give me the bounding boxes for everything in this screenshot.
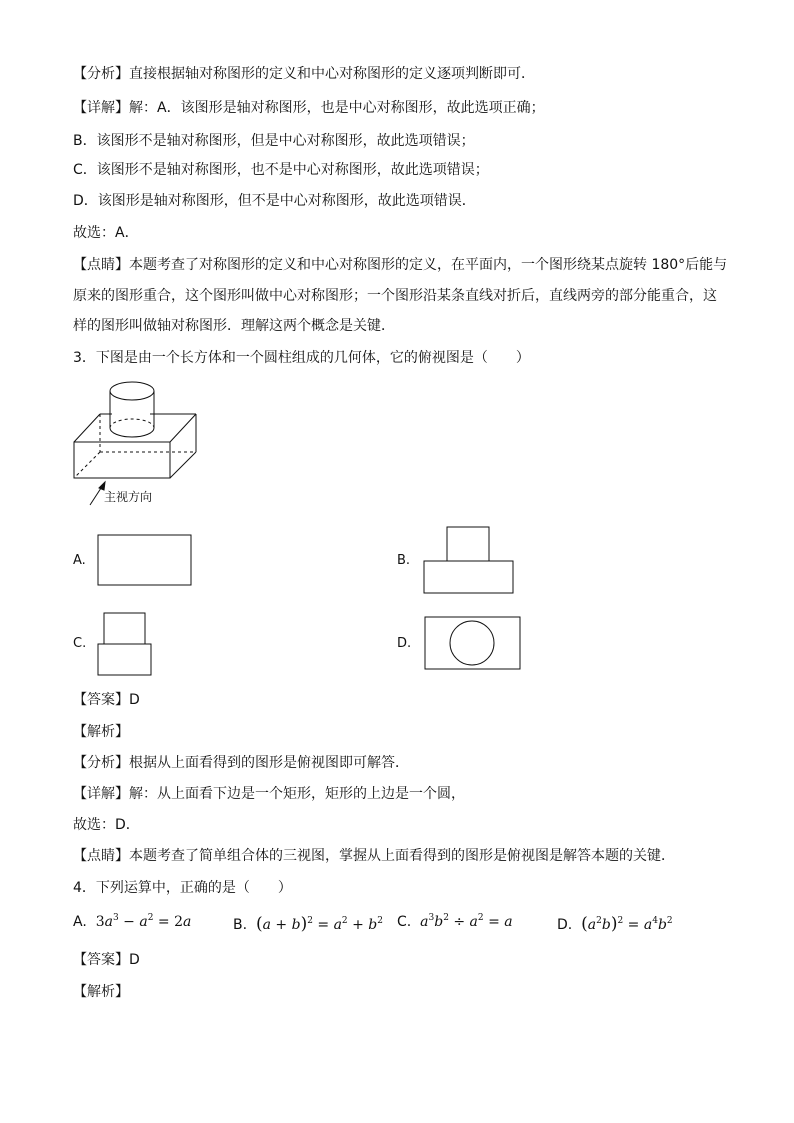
q3-choice-line: 故选：D． [73,817,140,833]
q2-analysis-line: 【分析】直接根据轴对称图形的定义和中心对称图形的定义逐项判断即可． [73,66,535,82]
q3-option-d-label: D. [397,636,412,651]
q2-detail-line: 【详解】解：A．该图形是轴对称图形，也是中心对称图形，故此选项正确； [73,100,545,116]
q3-detail-line: 【详解】解：从上面看下边是一个矩形，矩形的上边是一个圆， [73,786,465,802]
q2-choice-line: 故选：A． [73,225,139,241]
q2-option-d-line: D．该图形是轴对称图形，但不是中心对称图形，故此选项错误． [73,193,476,209]
q3-solution-heading: 【解析】 [73,724,129,740]
q3-option-b-figure [424,527,513,593]
q4-option-a-label: A. [73,914,87,930]
q4-option-c [397,914,513,930]
q2-remark-line-2: 原来的图形重合，这个图形叫做中心对称图形；一个图形沿某条直线对折后，直线两旁的部分能重合，这 [73,288,717,304]
q4-option-b-label: B. [233,917,248,933]
q4-stem: 4．下列运算中，正确的是（ ） [73,880,292,896]
q4-option-c-label: C. [397,914,412,930]
q4-option-d-expr: $(a^2b)^2 = a^4b^2$ [581,914,673,934]
q2-remark-line-1: 【点睛】本题考查了对称图形的定义和中心对称图形的定义，在平面内，一个图形绕某点旋转 180°后能与 [73,257,728,273]
q4-option-b-expr: $(a + b)^2 = a^2 + b^2$ [255,914,383,934]
q3-option-b-label: B. [397,553,411,568]
q3-option-a-figure [98,535,191,585]
q4-option-b [233,914,383,934]
q4-option-d-label: D. [557,917,573,933]
q4-option-d [557,914,673,934]
q3-option-c-figure [98,613,151,675]
q4-answer: 【答案】D [73,952,140,968]
q2-option-c-line: C．该图形不是轴对称图形，也不是中心对称图形，故此选项错误； [73,162,489,178]
q2-option-b-line: B．该图形不是轴对称图形，但是中心对称图形，故此选项错误； [73,133,475,149]
q3-option-d-figure [425,617,520,669]
q3-option-c-label: C. [73,636,87,651]
q3-stem: 3．下图是由一个长方体和一个圆柱组成的几何体，它的俯视图是（ ） [73,350,530,366]
q3-option-a-label: A. [73,553,86,568]
q3-answer: 【答案】D [73,692,140,708]
q2-remark-line-3: 样的图形叫做轴对称图形．理解这两个概念是关键． [73,318,395,334]
q3-analysis-line: 【分析】根据从上面看得到的图形是俯视图即可解答． [73,755,409,771]
q3-solid-figure [74,382,196,505]
q3-direction-label: 主视方向 [104,490,153,504]
q4-solution-heading: 【解析】 [73,984,129,1000]
q4-option-a [73,914,191,930]
q3-remark-line: 【点睛】本题考查了简单组合体的三视图，掌握从上面看得到的图形是俯视图是解答本题的关键． [73,848,675,864]
q4-option-a-expr: $3a^3 - a^2 = 2a$ [95,913,192,930]
q4-option-c-expr: $a^3b^2 \div a^2 = a$ [415,913,513,930]
